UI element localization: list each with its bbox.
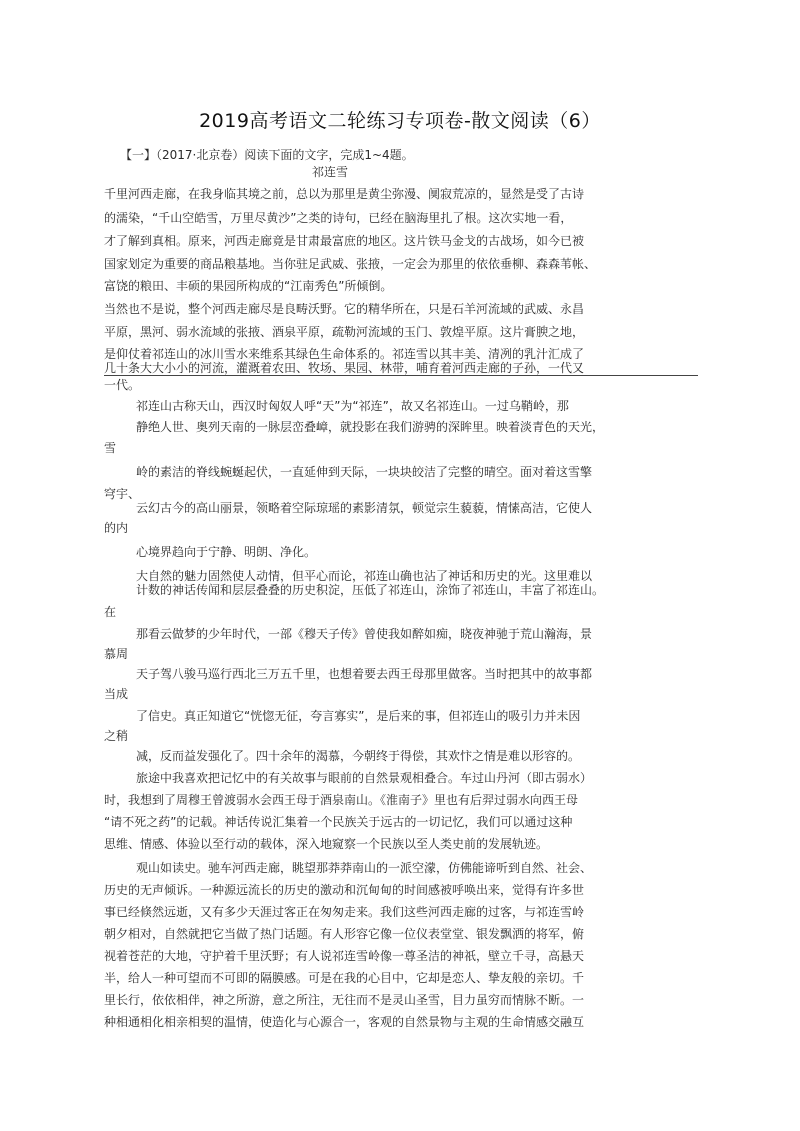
text-line: “请不死之药”的记载。神话传说汇集着一个民族关于远古的一切记忆，我们可以通过这种 — [104, 815, 573, 829]
text-line: 雪 — [104, 441, 117, 455]
text-line: 时，我想到了周穆王曾渡弱水会西王母于酒泉南山。《淮南子》里也有后羿过弱水向西王母 — [104, 793, 579, 807]
text-line: 那看云做梦的少年时代，一部《穆天子传》曾使我如醉如痴，晓夜神驰于荒山瀚海，景 — [136, 627, 593, 641]
text-line: 国家划定为重要的商品粮基地。当你驻足武威、张掖，一定会为那里的依依垂柳、森森苇帐、 — [104, 257, 597, 271]
text-line: 里长行，依依相伴，神之所游，意之所注，无往而不是灵山圣雪，目力虽穷而情脉不断。一 — [104, 993, 585, 1007]
text-line: 平原，黑河、弱水流域的张掖、酒泉平原，疏勒河流域的玉门、敦煌平原。这片膏腴之地， — [104, 325, 585, 339]
text-line: 半，给人一种可望而不可即的隔膜感。可是在我的心目中，它却是恋人、挚友般的亲切。千 — [104, 971, 585, 985]
text-line: 当然也不是说，整个河西走廊尽是良畴沃野。它的精华所在，只是石羊河流域的武威、永昌 — [104, 302, 585, 316]
text-line: 的内 — [104, 521, 129, 535]
text-line: 天子驾八骏马巡行西北三万五千里，也想着要去西王母那里做客。当时把其中的故事都 — [136, 667, 593, 681]
text-line: 富饶的粮田、丰硕的果园所构成的“江南秀色”所倾倒。 — [104, 279, 393, 293]
text-line: 穹宇、 — [104, 487, 141, 501]
horizontal-rule — [104, 375, 698, 376]
text-line: 在 — [104, 605, 117, 619]
text-line: 思维、情感、体验以至行动的载体，深入地窥察一个民族以至人类史前的发展轨迹。 — [104, 837, 549, 851]
text-line: 祁连山古称天山，西汉时匈奴人呼“天”为“祁连”，故又名祁连山。一过乌鞘岭，那 — [136, 399, 569, 413]
text-line: 静绝人世、奥列天南的一脉层峦叠嶂，就投影在我们游骋的深眸里。映着淡青色的天光， — [136, 420, 605, 434]
text-line: 朝夕相对，自然就把它当做了热门话题。有人形容它像一位仪表堂堂、银发飘洒的将军，俯 — [104, 927, 585, 941]
text-line: 是仰仗着祁连山的冰川雪水来维系其绿色生命体系的。祁连雪以其丰美、清冽的乳汁汇成了 — [104, 347, 585, 361]
text-line: 旅途中我喜欢把记忆中的有关故事与眼前的自然景观相叠合。车过山丹河（即古弱水） — [136, 771, 593, 785]
text-line: 了信史。真正知道它“恍惚无征，夸言寡实”，是后来的事，但祁连山的吸引力并未因 — [136, 709, 581, 723]
text-line: 千里河西走廊，在我身临其境之前，总以为那里是黄尘弥漫、阒寂荒凉的，显然是受了古诗 — [104, 187, 585, 201]
text-line: 视着苍茫的大地，守护着千里沃野；有人说祁连雪岭像一尊圣洁的神祇，壁立千寻，高悬天 — [104, 949, 585, 963]
text-line: 计数的神话传闻和层层叠叠的历史积淀，压低了祁连山，涂饰了祁连山，丰富了祁连山。 — [136, 583, 605, 597]
text-line: 的濡染，“千山空皓雪，万里尽黄沙”之类的诗句，已经在脑海里扎了根。这次实地一看， — [104, 211, 573, 225]
text-line: 种相通相化相亲相契的温情，使造化与心源合一，客观的自然景物与主观的生命情感交融互 — [104, 1015, 585, 1029]
text-line: 心境界趋向于宁静、明朗、净化。 — [136, 545, 317, 559]
text-line: 大自然的魅力固然使人动情，但平心而论，祁连山确也沾了神话和历史的光。这里难以 — [136, 569, 593, 583]
doc-title: 2019高考语文二轮练习专项卷-散文阅读（6） — [199, 110, 601, 132]
text-line: 减，反而益发强化了。四十余年的渴慕，今朝终于得偿，其欢忭之情是难以形容的。 — [136, 749, 581, 763]
text-line: 几十条大大小小的河流，灌溉着农田、牧场、果园、林带，哺育着河西走廊的子孙，一代又 — [104, 361, 585, 375]
text-line: 历史的无声倾诉。一种源远流长的历史的激动和沉甸甸的时间感被呼唤出来，觉得有许多世 — [104, 883, 585, 897]
text-line: 慕周 — [104, 647, 129, 661]
text-line: 一代。 — [104, 378, 141, 392]
text-line: 事已经倏然远逝，又有多少天涯过客正在匆匆走来。我们这些河西走廊的过客，与祁连雪岭 — [104, 905, 585, 919]
text-line: 之稍 — [104, 729, 129, 743]
text-line: 观山如读史。驰车河西走廊，眺望那莽莽南山的一派空濛，仿佛能谛听到自然、社会、 — [136, 861, 593, 875]
essay-title: 祁连雪 — [312, 165, 349, 179]
text-line: 云幻古今的高山丽景，领略着空际琼瑶的素影清氛，顿觉宗生藐藐，情愫高洁，它使人 — [136, 501, 593, 515]
text-line: 岭的素洁的脊线蜿蜒起伏，一直延伸到天际，一块块皎洁了完整的晴空。面对着这雪擎 — [136, 465, 593, 479]
text-line: 才了解到真相。原来，河西走廊竟是甘肃最富庶的地区。这片铁马金戈的古战场，如今已被 — [104, 234, 585, 248]
text-line: 当成 — [104, 687, 129, 701]
question-header: 【一】（2017·北京卷）阅读下面的文字，完成1~4题。 — [120, 148, 414, 162]
